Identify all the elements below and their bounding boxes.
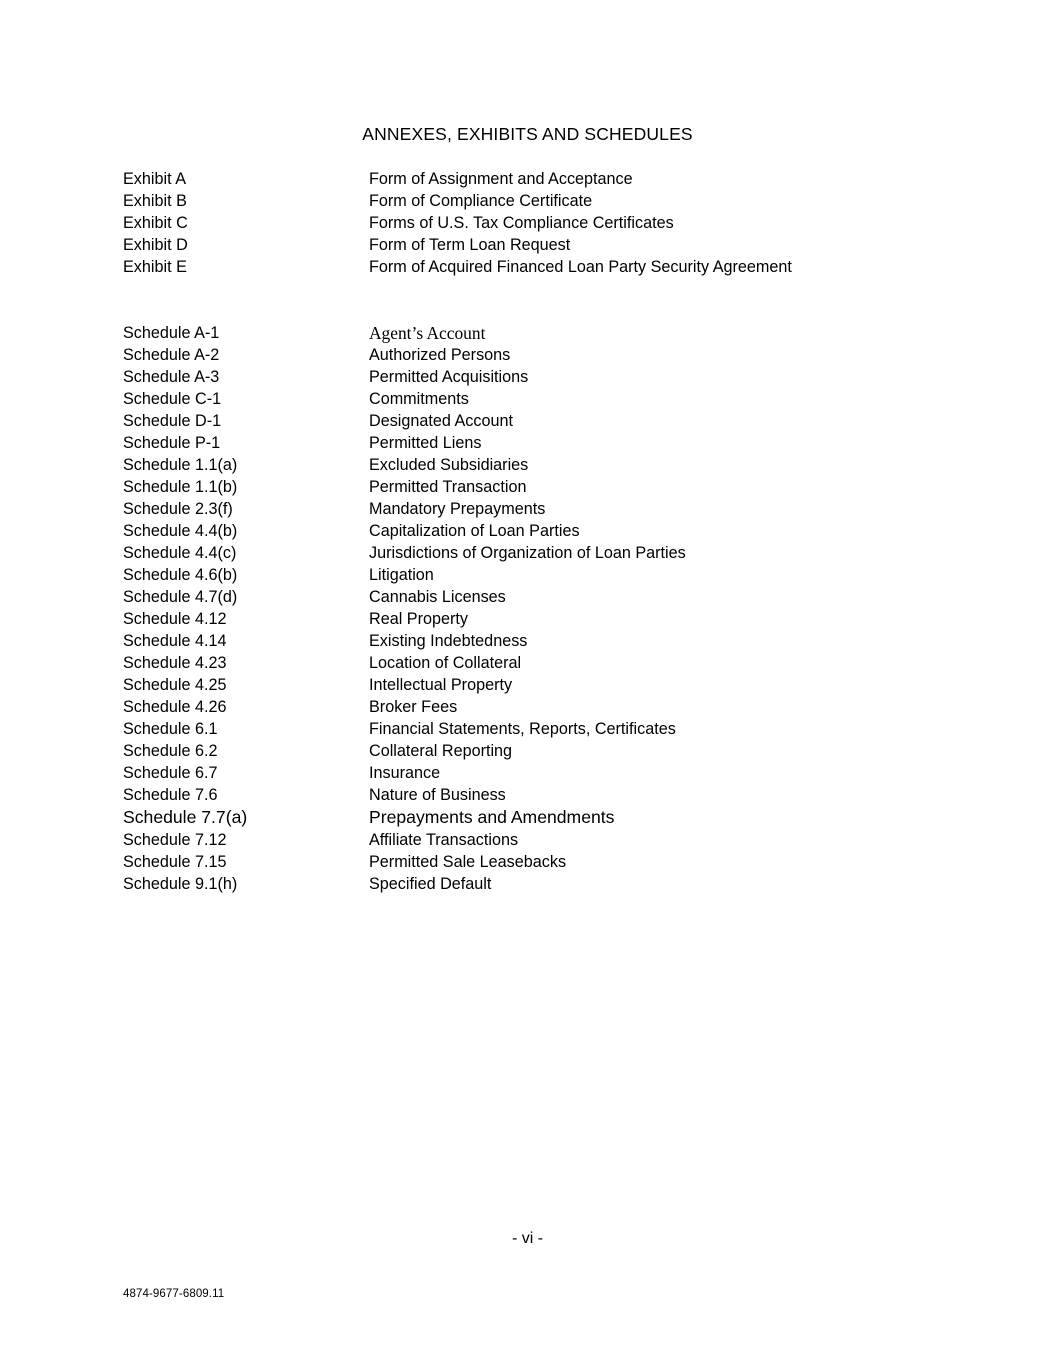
exhibit-description: Form of Term Loan Request — [369, 236, 571, 254]
schedule-label: Schedule 7.12 — [123, 831, 227, 849]
exhibit-label: Exhibit A — [123, 170, 186, 188]
schedule-description: Nature of Business — [369, 786, 506, 804]
schedule-row — [123, 608, 983, 630]
schedule-description: Insurance — [369, 764, 441, 782]
schedule-description: Prepayments and Amendments — [369, 807, 615, 827]
exhibit-label: Exhibit C — [123, 214, 188, 232]
exhibit-label: Exhibit D — [123, 236, 188, 254]
schedule-label: Schedule 4.7(d) — [123, 588, 238, 606]
schedule-label: Schedule A-2 — [123, 346, 220, 364]
schedule-row — [123, 630, 983, 652]
exhibit-row — [123, 190, 983, 212]
schedule-row — [123, 388, 983, 410]
schedule-row — [123, 498, 983, 520]
schedule-row — [123, 586, 983, 608]
schedule-description: Permitted Acquisitions — [369, 368, 529, 386]
schedule-row — [123, 674, 983, 696]
schedule-row — [123, 366, 983, 388]
schedule-label: Schedule 4.14 — [123, 632, 227, 650]
schedule-label: Schedule 6.2 — [123, 742, 218, 760]
exhibit-row — [123, 212, 983, 234]
schedule-description: Collateral Reporting — [369, 742, 513, 760]
schedule-label: Schedule 2.3(f) — [123, 500, 233, 518]
exhibit-row — [123, 168, 983, 190]
schedule-label: Schedule 1.1(a) — [123, 456, 238, 474]
schedule-label: Schedule 4.25 — [123, 676, 227, 694]
schedule-description: Commitments — [369, 390, 469, 408]
schedule-row — [123, 476, 983, 498]
schedule-label: Schedule 4.23 — [123, 654, 227, 672]
exhibit-label: Exhibit E — [123, 258, 187, 276]
schedule-row — [123, 762, 983, 784]
schedule-list — [123, 322, 983, 895]
schedule-row — [123, 696, 983, 718]
schedule-label: Schedule D-1 — [123, 412, 222, 430]
schedule-label: Schedule 9.1(h) — [123, 875, 238, 893]
schedule-label: Schedule 4.12 — [123, 610, 227, 628]
schedule-description: Real Property — [369, 610, 468, 628]
schedule-row — [123, 652, 983, 674]
exhibit-description: Form of Assignment and Acceptance — [369, 170, 633, 188]
schedule-row — [123, 784, 983, 806]
schedule-description: Jurisdictions of Organization of Loan Parties — [369, 544, 686, 562]
exhibit-label: Exhibit B — [123, 192, 187, 210]
schedule-row — [123, 829, 983, 851]
schedule-row — [123, 322, 983, 344]
schedule-description: Intellectual Property — [369, 676, 513, 694]
schedule-label: Schedule 6.7 — [123, 764, 218, 782]
schedule-description: Existing Indebtedness — [369, 632, 528, 650]
schedule-description: Authorized Persons — [369, 346, 511, 364]
exhibit-row — [123, 234, 983, 256]
schedule-description: Location of Collateral — [369, 654, 522, 672]
schedule-description: Affiliate Transactions — [369, 831, 519, 849]
schedule-label: Schedule 6.1 — [123, 720, 218, 738]
schedule-label: Schedule 4.4(b) — [123, 522, 238, 540]
schedule-label: Schedule P-1 — [123, 434, 221, 452]
schedule-label: Schedule C-1 — [123, 390, 222, 408]
schedule-label: Schedule 4.6(b) — [123, 566, 238, 584]
annex-listing — [123, 168, 983, 895]
schedule-row — [123, 542, 983, 564]
schedule-row — [123, 410, 983, 432]
schedule-description: Designated Account — [369, 412, 513, 430]
schedule-label: Schedule 7.7(a) — [123, 807, 248, 827]
schedule-row — [123, 718, 983, 740]
schedule-description: Financial Statements, Reports, Certificates — [369, 720, 676, 738]
page-number: - vi - — [511, 1230, 544, 1247]
exhibit-description: Form of Compliance Certificate — [369, 192, 593, 210]
schedule-row — [123, 873, 983, 895]
exhibit-description: Form of Acquired Financed Loan Party Security Agreement — [369, 258, 792, 276]
schedule-description: Specified Default — [369, 875, 492, 893]
schedule-description: Cannabis Licenses — [369, 588, 506, 606]
schedule-description: Agent’s Account — [369, 323, 486, 343]
exhibit-list — [123, 168, 983, 278]
schedule-label: Schedule A-1 — [123, 324, 220, 342]
schedule-row — [123, 851, 983, 873]
exhibit-row — [123, 256, 983, 278]
schedule-row — [123, 432, 983, 454]
schedule-description: Excluded Subsidiaries — [369, 456, 529, 474]
document-reference-number: 4874-9677-6809.11 — [123, 1288, 225, 1300]
schedule-description: Permitted Transaction — [369, 478, 527, 496]
section-separator — [123, 278, 983, 322]
schedule-row — [123, 520, 983, 542]
schedule-description: Broker Fees — [369, 698, 458, 716]
schedule-description: Litigation — [369, 566, 434, 584]
schedule-row — [123, 740, 983, 762]
schedule-row — [123, 806, 983, 829]
schedule-description: Capitalization of Loan Parties — [369, 522, 580, 540]
schedule-row — [123, 344, 983, 366]
schedule-description: Permitted Liens — [369, 434, 482, 452]
schedule-description: Mandatory Prepayments — [369, 500, 546, 518]
schedule-label: Schedule 4.26 — [123, 698, 227, 716]
schedule-label: Schedule A-3 — [123, 368, 220, 386]
page-title: ANNEXES, EXHIBITS AND SCHEDULES — [362, 124, 693, 144]
schedule-row — [123, 564, 983, 586]
schedule-label: Schedule 4.4(c) — [123, 544, 237, 562]
schedule-description: Permitted Sale Leasebacks — [369, 853, 567, 871]
schedule-label: Schedule 1.1(b) — [123, 478, 238, 496]
exhibit-description: Forms of U.S. Tax Compliance Certificates — [369, 214, 674, 232]
schedule-row — [123, 454, 983, 476]
schedule-label: Schedule 7.15 — [123, 853, 227, 871]
schedule-label: Schedule 7.6 — [123, 786, 218, 804]
